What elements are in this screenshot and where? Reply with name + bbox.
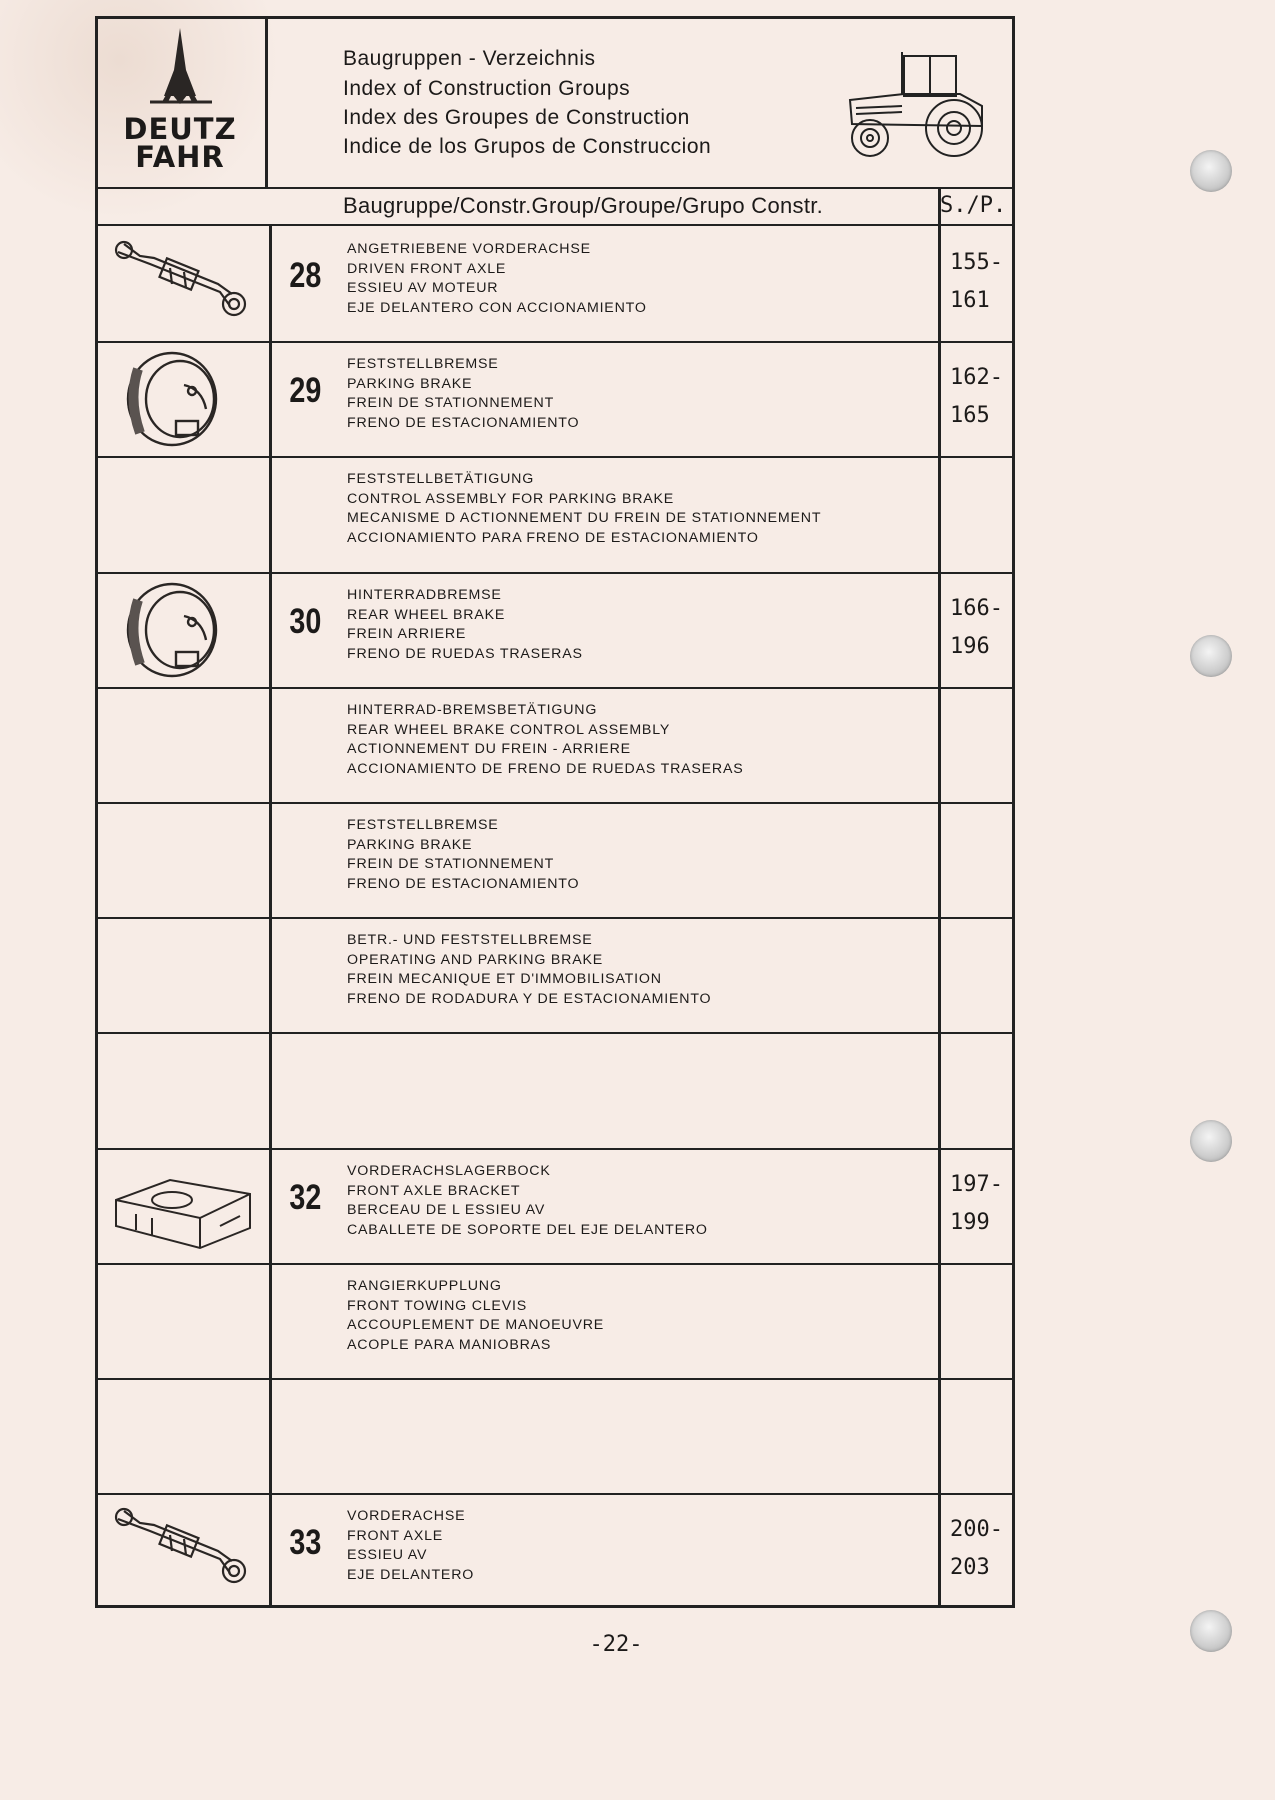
front-axle-icon [104, 234, 262, 334]
description-line: VORDERACHSE [347, 1508, 466, 1524]
binder-hole [1190, 150, 1232, 192]
page-range [950, 1396, 1014, 1472]
page-range [950, 1281, 1014, 1357]
page-to: 165 [950, 403, 990, 428]
description-line: FREIN DE STATIONNEMENT [347, 856, 555, 872]
description-line: ACCOUPLEMENT DE MANOEUVRE [347, 1317, 605, 1333]
group-number: 32 [289, 1178, 322, 1217]
description-line: ACOPLE PARA MANIOBRAS [347, 1336, 552, 1353]
page-from: 155- [950, 250, 1003, 275]
description-line: RANGIERKUPPLUNG [347, 1278, 502, 1294]
row-divider [95, 917, 1015, 919]
page-number: -22- [589, 1632, 643, 1657]
description-line: CABALLETE DE SOPORTE DEL EJE DELANTERO [347, 1221, 708, 1238]
page-range [950, 244, 1014, 320]
page-range [950, 474, 1014, 550]
description-line: FESTSTELLBETÄTIGUNG [347, 471, 535, 487]
description-line: FESTSTELLBREMSE [347, 817, 499, 833]
group-description [347, 931, 711, 1009]
page-to [950, 743, 1014, 781]
row-divider [95, 1493, 1015, 1495]
page-to [950, 1088, 1014, 1126]
group-description [347, 470, 821, 548]
column-divider-right [938, 188, 941, 1608]
page-from [950, 1050, 1014, 1088]
header-bottom-line [95, 187, 1015, 189]
group-description [347, 1162, 708, 1240]
group-description [347, 586, 583, 664]
page-from [950, 935, 1014, 973]
page-range [950, 705, 1014, 781]
deutz-fahr-logo [100, 22, 260, 182]
group-number: 29 [289, 371, 322, 410]
axle-bracket-icon [104, 1156, 262, 1256]
description-line: ANGETRIEBENE VORDERACHSE [347, 241, 591, 257]
page-range [950, 1050, 1014, 1126]
title-spanish: Indice de los Grupos de Construccion [343, 135, 712, 158]
page-to: 161 [950, 288, 990, 313]
row-divider [95, 1378, 1015, 1380]
title-english: Index of Construction Groups [343, 77, 631, 100]
page-range [950, 359, 1014, 435]
group-number: 30 [289, 602, 322, 641]
description-line: FREIN DE STATIONNEMENT [347, 395, 555, 411]
description-line: ACCIONAMIENTO PARA FRENO DE ESTACIONAMIENTO [347, 529, 759, 546]
logo-text-deutz: DEUTZ [123, 112, 237, 146]
binder-hole [1190, 635, 1232, 677]
description-line: PARKING BRAKE [347, 375, 473, 392]
pages-column-header: S./P. [940, 193, 1007, 218]
page-from [950, 705, 1014, 743]
page-from: 197- [950, 1172, 1003, 1197]
description-line: EJE DELANTERO [347, 1566, 475, 1583]
page-to [950, 512, 1014, 550]
page-range [950, 1166, 1014, 1242]
logo-text-fahr: FAHR [135, 140, 225, 174]
description-line: REAR WHEEL BRAKE CONTROL ASSEMBLY [347, 721, 671, 738]
front-axle-icon [104, 1501, 262, 1601]
group-number: 28 [289, 256, 322, 295]
binder-hole [1190, 1120, 1232, 1162]
description-line: BETR.- UND FESTSTELLBREMSE [347, 932, 593, 948]
description-line: BERCEAU DE L ESSIEU AV [347, 1202, 546, 1218]
page-to [950, 1319, 1014, 1357]
description-line: EJE DELANTERO CON ACCIONAMIENTO [347, 299, 647, 316]
description-line: ACTIONNEMENT DU FREIN - ARRIERE [347, 741, 631, 757]
page-from: 166- [950, 596, 1003, 621]
group-description [347, 240, 647, 318]
description-line: FRENO DE ESTACIONAMIENTO [347, 414, 580, 431]
description-line: HINTERRAD-BREMSBETÄTIGUNG [347, 702, 598, 718]
row-divider [95, 802, 1015, 804]
description-line: FRENO DE ESTACIONAMIENTO [347, 875, 580, 892]
description-line: VORDERACHSLAGERBOCK [347, 1163, 551, 1179]
description-line: FRONT TOWING CLEVIS [347, 1297, 527, 1314]
group-number: 33 [289, 1523, 322, 1562]
row-divider [95, 456, 1015, 458]
group-description [347, 355, 579, 433]
page-from [950, 1396, 1014, 1434]
page-from [950, 474, 1014, 512]
group-description [347, 1277, 604, 1355]
brake-drum-icon [104, 349, 262, 449]
description-line: OPERATING AND PARKING BRAKE [347, 951, 604, 968]
row-divider [95, 341, 1015, 343]
page-to [950, 1434, 1014, 1472]
description-line: FRONT AXLE BRACKET [347, 1182, 521, 1199]
description-line: FESTSTELLBREMSE [347, 356, 499, 372]
description-line: PARKING BRAKE [347, 836, 473, 853]
description-line: ESSIEU AV MOTEUR [347, 280, 499, 296]
description-line: REAR WHEEL BRAKE [347, 606, 506, 623]
row-divider [95, 1148, 1015, 1150]
description-line: FREIN ARRIERE [347, 626, 467, 642]
brake-drum-icon [104, 580, 262, 680]
description-line: FRONT AXLE [347, 1527, 444, 1544]
title-german: Baugruppen - Verzeichnis [343, 47, 596, 70]
page-range [950, 590, 1014, 666]
page-to: 203 [950, 1555, 990, 1580]
description-line: FRENO DE RUEDAS TRASERAS [347, 645, 583, 662]
page-to: 199 [950, 1210, 990, 1235]
row-divider [95, 687, 1015, 689]
description-line: MECANISME D ACTIONNEMENT DU FREIN DE STATIONNEMENT [347, 510, 822, 526]
page-to [950, 858, 1014, 896]
title-french: Index des Groupes de Construction [343, 106, 690, 129]
group-description [347, 1507, 474, 1585]
tractor-icon [842, 48, 1002, 160]
description-line: DRIVEN FRONT AXLE [347, 260, 507, 277]
page-to: 196 [950, 634, 990, 659]
group-description [347, 816, 579, 894]
description-line: ACCIONAMIENTO DE FRENO DE RUEDAS TRASERAS [347, 760, 744, 777]
header-divider [265, 16, 268, 188]
page-from [950, 820, 1014, 858]
page-range [950, 935, 1014, 1011]
page-range [950, 820, 1014, 896]
page-from [950, 1281, 1014, 1319]
row-divider [95, 1263, 1015, 1265]
group-column-header: Baugruppe/Constr.Group/Groupe/Grupo Constr. [343, 193, 824, 218]
page-to [950, 973, 1014, 1011]
description-line: ESSIEU AV [347, 1547, 428, 1563]
column-header-bottom-line [95, 224, 1015, 226]
column-divider-left [269, 224, 272, 1608]
row-divider [95, 1032, 1015, 1034]
description-line: FREIN MECANIQUE ET D'IMMOBILISATION [347, 971, 662, 987]
row-divider [95, 572, 1015, 574]
description-line: HINTERRADBREMSE [347, 587, 502, 603]
description-line: FRENO DE RODADURA Y DE ESTACIONAMIENTO [347, 990, 712, 1007]
group-description [347, 701, 743, 779]
page-range [950, 1511, 1014, 1587]
page-from: 200- [950, 1517, 1003, 1542]
description-line: CONTROL ASSEMBLY FOR PARKING BRAKE [347, 490, 675, 507]
page-from: 162- [950, 365, 1003, 390]
